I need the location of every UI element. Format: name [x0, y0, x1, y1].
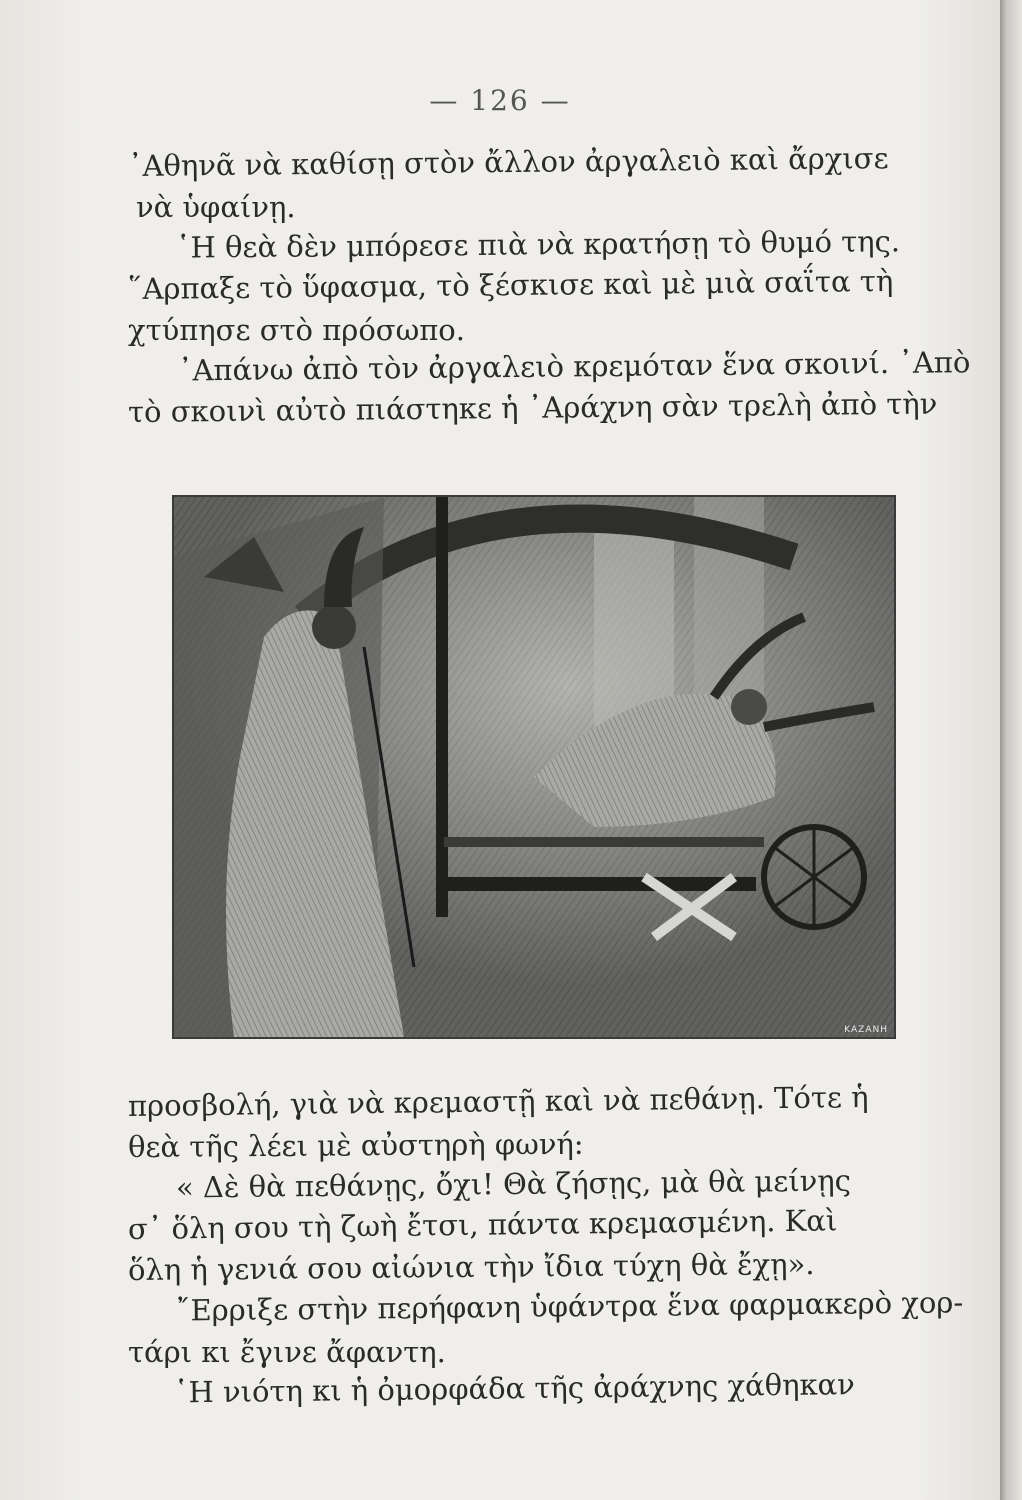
loom-post — [436, 497, 448, 917]
text-line: « Δὲ θὰ πεθάνῃς, ὄχι! Θὰ ζήσῃς, μὰ θὰ μείνῃς — [175, 1163, 852, 1205]
text-line: θεὰ τῆς λέει μὲ αὐστηρὴ φωνή: — [127, 1126, 584, 1164]
text-line: ῾Η νιότη κι ἡ ὀμορφάδα τῆς ἀράχνης χάθηκαν — [173, 1367, 855, 1410]
loom-beam — [436, 877, 756, 891]
top-paragraph — [127, 141, 971, 433]
bottom-paragraph — [127, 1079, 964, 1414]
text-line: ᾿Απάνω ἀπὸ τὸν ἀργαλειὸ κρεμόταν ἕνα σκοινί. ᾿Απὸ — [177, 345, 971, 388]
text-line: ᾿Αθηνᾶ νὰ καθίσῃ στὸν ἄλλον ἀργαλειὸ καὶ ἄρχισε — [127, 141, 889, 183]
athena-helmet — [312, 605, 356, 649]
text-line: τὸ σκοινὶ αὐτὸ πιάστηκε ἡ ᾿Αράχνη σὰν τρελὴ ἀπὸ τὴν — [127, 386, 938, 429]
page-number: — 126 — — [429, 84, 571, 117]
arachne-head — [731, 689, 767, 725]
text-line: ῎Ερριξε στὴν περήφανη ὑφάντρα ἕνα φαρμακερὸ χορ- — [175, 1285, 964, 1328]
text-line: τάρι κι ἔγινε ἄφαντη. — [128, 1335, 446, 1369]
engraving-illustration — [172, 495, 896, 1039]
illustration-artwork — [174, 497, 894, 1037]
text-line: χτύπησε στὸ πρόσωπο. — [128, 313, 465, 347]
text-line: ὅλη ἡ γενιά σου αἰώνια τὴν ἴδια τύχη θὰ ἔχῃ». — [127, 1247, 815, 1287]
text-line: ῾Η θεὰ δὲν μπόρεσε πιὰ νὰ κρατήσῃ τὸ θυμό της. — [175, 224, 901, 265]
text-line: ῞Αρπαξε τὸ ὕφασμα, τὸ ξέσκισε καὶ μὲ μιὰ σαΐτα τὴ — [127, 263, 894, 306]
artist-signature: ΚΑΖΑΝΗ — [844, 1025, 888, 1035]
text-line: σ᾿ ὅλη σου τὴ ζωὴ ἔτσι, πάντα κρεμασμένη. Καὶ — [127, 1203, 838, 1246]
loom-beam — [444, 837, 764, 847]
text-line: νὰ ὑφαίνῃ. — [136, 190, 296, 224]
page-edge-shadow — [1000, 0, 1022, 1500]
text-line: προσβολή, γιὰ νὰ κρεμαστῇ καὶ νὰ πεθάνῃ. Τότε ἡ — [127, 1079, 869, 1123]
